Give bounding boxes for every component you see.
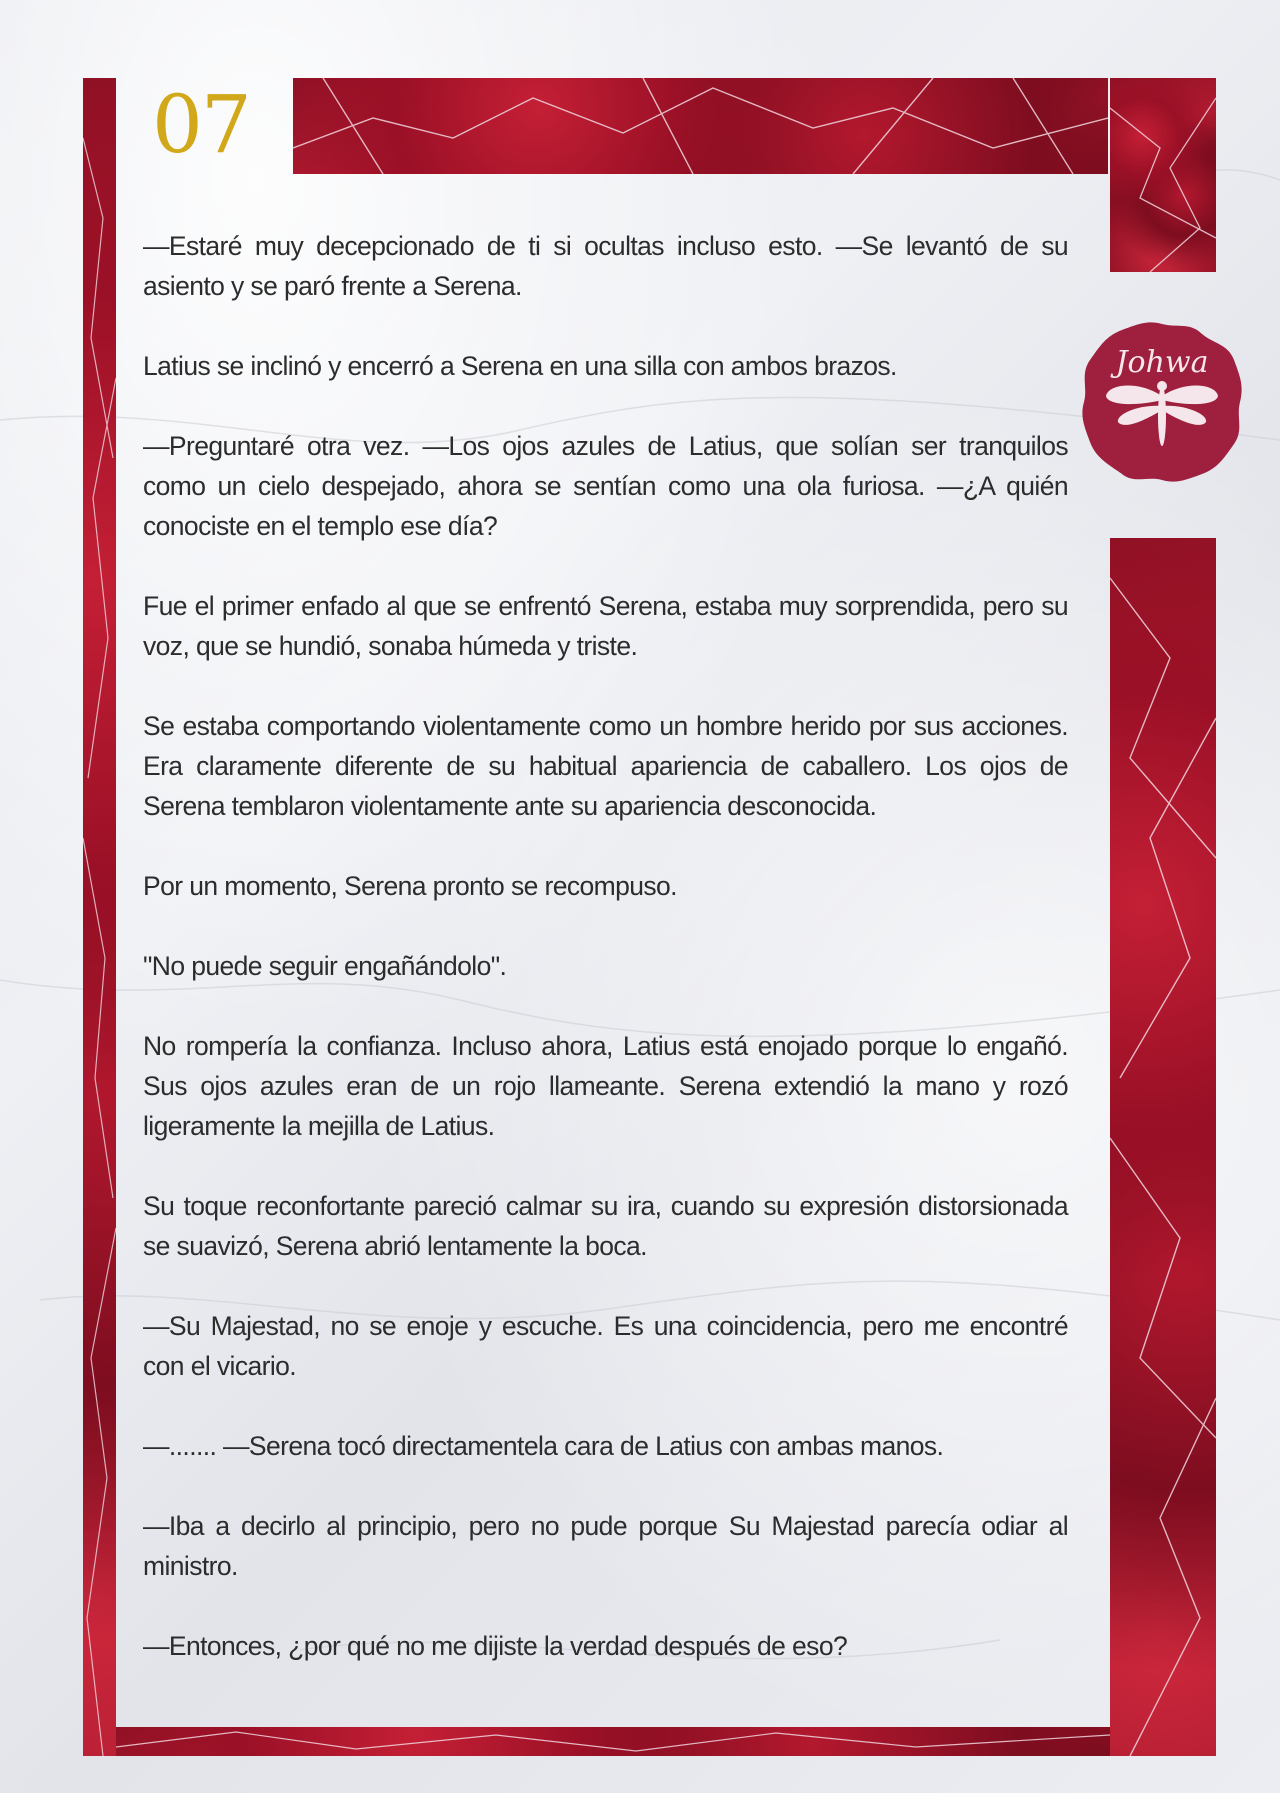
paragraph: —....... —Serena tocó directamentela cara de Latius con ambas manos.	[143, 1431, 944, 1461]
page-number: 07	[152, 78, 250, 171]
marble-border-right	[1110, 538, 1216, 1756]
paragraph: Se estaba comportando violentamente como un hombre herido por sus acciones. Era claramente diferente de su habitual apariencia de caballero. Los ojos de Serena temblaron violentamente ante su apariencia desconocida.	[143, 711, 1068, 821]
paragraph: Por un momento, Serena pronto se recompuso.	[143, 871, 677, 901]
paragraph: No rompería la confianza. Incluso ahora, Latius está enojado porque lo engañó. Sus ojos azules eran de un rojo llameante. Serena extendió la mano y rozó ligeramente la mejilla de Latius.	[143, 1031, 1068, 1141]
chapter-text	[143, 226, 1068, 1706]
paragraph: —Su Majestad, no se enoje y escuche. Es una coincidencia, pero me encontré con el vicario.	[143, 1311, 1068, 1381]
paragraph: —Preguntaré otra vez. —Los ojos azules de Latius, que solían ser tranquilos como un cielo despejado, ahora se sentían como una ola furiosa. —¿A quién conociste en el templo ese día?	[143, 431, 1068, 541]
paragraph: Latius se inclinó y encerró a Serena en una silla con ambos brazos.	[143, 351, 897, 381]
paragraph: Fue el primer enfado al que se enfrentó Serena, estaba muy sorprendida, pero su voz, que se hundió, sonaba húmeda y triste.	[143, 591, 1068, 661]
paragraph: —Entonces, ¿por qué no me dijiste la verdad después de eso?	[143, 1631, 848, 1661]
logo-text: Johwa	[1115, 345, 1209, 380]
marble-border-top	[293, 78, 1108, 174]
marble-border-bottom	[116, 1727, 1110, 1756]
marble-border-left	[83, 78, 116, 1756]
marble-border-right-top	[1110, 78, 1216, 272]
paragraph: "No puede seguir engañándolo".	[143, 951, 507, 981]
paragraph: Su toque reconfortante pareció calmar su ira, cuando su expresión distorsionada se suavizó, Serena abrió lentamente la boca.	[143, 1191, 1068, 1261]
johwa-logo	[1078, 318, 1246, 486]
paragraph: —Iba a decirlo al principio, pero no pude porque Su Majestad parecía odiar al ministro.	[143, 1511, 1068, 1581]
paragraph: —Estaré muy decepcionado de ti si ocultas incluso esto. —Se levantó de su asiento y se paró frente a Serena.	[143, 231, 1068, 301]
